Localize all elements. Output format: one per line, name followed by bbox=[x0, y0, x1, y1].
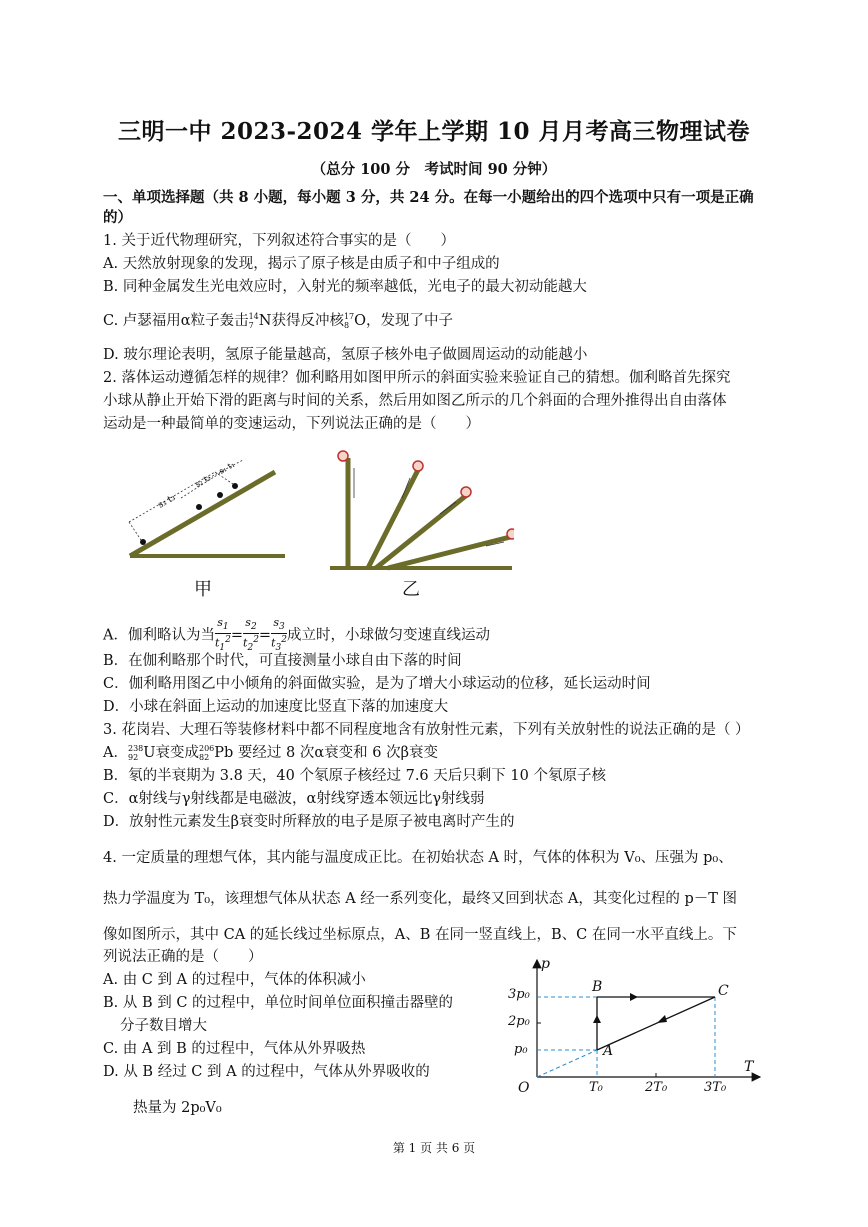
incline-diagram-jia bbox=[125, 450, 295, 565]
graph-y-2p0: 2p₀ bbox=[508, 1014, 530, 1029]
p-t-graph bbox=[500, 955, 770, 1105]
graph-axis-p: p bbox=[541, 956, 550, 972]
nitrogen-symbol: N bbox=[258, 313, 272, 329]
section-heading: 一、单项选择题（共 8 小题，每小题 3 分，共 24 分。在每一小题给出的四个选项中只有一项是正确 bbox=[103, 189, 754, 206]
q2-option-c: C．伽利略用图乙中小倾角的斜面做实验，是为了增大小球运动的位移，延长运动时间 bbox=[103, 676, 651, 692]
page-footer: 第 1 页 共 6 页 bbox=[392, 1141, 476, 1155]
graph-point-b: B bbox=[592, 979, 603, 995]
q1-option-c: C. 卢瑟福用α粒子轰击 14 7 N获得反冲核 17 8 O，发现了中子 bbox=[103, 312, 454, 330]
q3-option-a: A． 238 92 U衰变成 206 82 Pb 要经过 8 次α衰变和 6 次β衰变 bbox=[103, 744, 438, 762]
segment-c-a bbox=[597, 997, 715, 1050]
oxygen-symbol: O bbox=[354, 313, 367, 329]
q3-a-lead: Pb 要经过 8 次α衰变和 6 次β衰变 bbox=[214, 745, 438, 761]
q2-option-d: D．小球在斜面上运动的加速度比竖直下落的加速度大 bbox=[103, 699, 449, 715]
q2-a-post: 成立时，小球做匀变速直线运动 bbox=[286, 627, 490, 644]
graph-point-c: C bbox=[718, 983, 729, 999]
q2-option-a: A．伽利略认为当 $\frac{s_1}{t_1^2}$ = $\frac{s_2}{t_2^2}$ = $\frac{s_3}{t_3^2}$ 成立时，小球做匀变速直线运动 bbox=[103, 616, 490, 654]
page-subtitle: （总分 100 分 考试时间 90 分钟） bbox=[311, 161, 557, 178]
q1-stem: 1. 关于近代物理研究，下列叙述符合事实的是（ ） bbox=[103, 233, 455, 249]
q1-option-d: D. 玻尔理论表明，氢原子能量越高，氢原子核外电子做圆周运动的动能越小 bbox=[103, 347, 588, 363]
q4-option-b: B. 从 B 到 C 的过程中，单位时间单位面积撞击器壁的 bbox=[103, 995, 454, 1011]
svg-text:s₂ t₂: s₂ t₂ bbox=[193, 472, 213, 489]
q3-a-pre: A． bbox=[103, 745, 128, 761]
figure-yi-label: 乙 bbox=[402, 579, 420, 600]
graph-axis-t: T bbox=[744, 1059, 754, 1075]
graph-x-3t0: 3T₀ bbox=[704, 1080, 727, 1095]
graph-y-p0: p₀ bbox=[514, 1042, 528, 1057]
graph-origin: O bbox=[518, 1080, 530, 1096]
q4-stem-1: 4. 一定质量的理想气体，其内能与温度成正比。在初始状态 A 时，气体的体积为 V₀、压强为 p₀、 bbox=[103, 850, 733, 866]
q4-stem-3: 像如图所示，其中 CA 的延长线过坐标原点，A、B 在同一竖直线上，B、C 在同一水平直线上。下 bbox=[103, 927, 737, 943]
q1-c-mid: 获得反冲核 bbox=[271, 313, 344, 329]
q2-stem-3: 运动是一种最简单的变速运动，下列说法正确的是（ ） bbox=[103, 416, 480, 432]
fraction-s3-t3: $\frac{s_3}{t_3^2}$ bbox=[271, 616, 287, 654]
graph-y-3p0: 3p₀ bbox=[508, 987, 530, 1002]
q2-stem-1: 2. 落体运动遵循怎样的规律？伽利略用如图甲所示的斜面实验来验证自己的猜想。伽利略首先探究 bbox=[103, 370, 731, 386]
q3-option-b: B．氡的半衰期为 3.8 天，40 个氡原子核经过 7.6 天后只剩下 10 个氡原子核 bbox=[103, 768, 606, 784]
q4-option-c: C. 由 A 到 B 的过程中，气体从外界吸热 bbox=[103, 1041, 366, 1057]
svg-text:s₃ t₃: s₃ t₃ bbox=[156, 492, 178, 511]
q4-option-a: A. 由 C 到 A 的过程中，气体的体积减小 bbox=[103, 972, 366, 988]
q3-option-c: C．α射线与γ射线都是电磁波，α射线穿透本领远比γ射线弱 bbox=[103, 791, 485, 807]
q3-stem: 3. 花岗岩、大理石等装修材料中都不同程度地含有放射性元素，下列有关放射性的说法正确的是（ ） bbox=[103, 722, 750, 738]
page-title: 三明一中 2023-2024 学年上学期 10 月月考高三物理试卷 bbox=[117, 118, 751, 145]
q1-c-post: ，发现了中子 bbox=[366, 313, 454, 329]
q4-option-d: D. 从 B 经过 C 到 A 的过程中，气体从外界吸收的 bbox=[103, 1064, 430, 1080]
graph-point-a: A bbox=[603, 1043, 614, 1059]
q1-option-a: A. 天然放射现象的发现，揭示了原子核是由质子和中子组成的 bbox=[103, 256, 500, 272]
figure-jia-label: 甲 bbox=[194, 579, 212, 600]
q1-c-pre: C. 卢瑟福用α粒子轰击 bbox=[103, 313, 249, 329]
q2-a-pre: A．伽利略认为当 bbox=[103, 627, 215, 644]
graph-x-2t0: 2T₀ bbox=[645, 1080, 668, 1095]
q3-option-d: D．放射性元素发生β衰变时所释放的电子是原子被电离时产生的 bbox=[103, 814, 515, 830]
q3-a-uranium: U衰变成 bbox=[143, 745, 199, 761]
svg-text:s₁ t₁: s₁ t₁ bbox=[217, 459, 237, 476]
q2-stem-2: 小球从静止开始下滑的距离与时间的关系，然后用如图乙所示的几个斜面的合理外推得出自由落体 bbox=[103, 393, 727, 409]
incline-diagram-yi bbox=[328, 448, 514, 574]
graph-x-t0: T₀ bbox=[589, 1080, 603, 1095]
fraction-s1-t1: $\frac{s_1}{t_1^2}$ bbox=[214, 616, 231, 654]
q2-option-b: B．在伽利略那个时代，可直接测量小球自由下落的时间 bbox=[103, 653, 462, 669]
q4-option-b-cont: 分子数目增大 bbox=[120, 1018, 207, 1034]
fraction-s2-t2: $\frac{s_2}{t_2^2}$ bbox=[243, 616, 259, 654]
q4-stem-2: 热力学温度为 T₀，该理想气体从状态 A 经一系列变化，最终又回到状态 A，其变化过程的 p－T 图 bbox=[103, 891, 738, 907]
q1-option-b: B. 同种金属发生光电效应时，入射光的频率越低，光电子的最大初动能越大 bbox=[103, 279, 587, 295]
q4-stem-4: 列说法正确的是（ ） bbox=[103, 949, 263, 965]
section-heading-cont: 的） bbox=[103, 209, 132, 226]
q4-option-d-cont: 热量为 2p₀V₀ bbox=[133, 1100, 222, 1116]
